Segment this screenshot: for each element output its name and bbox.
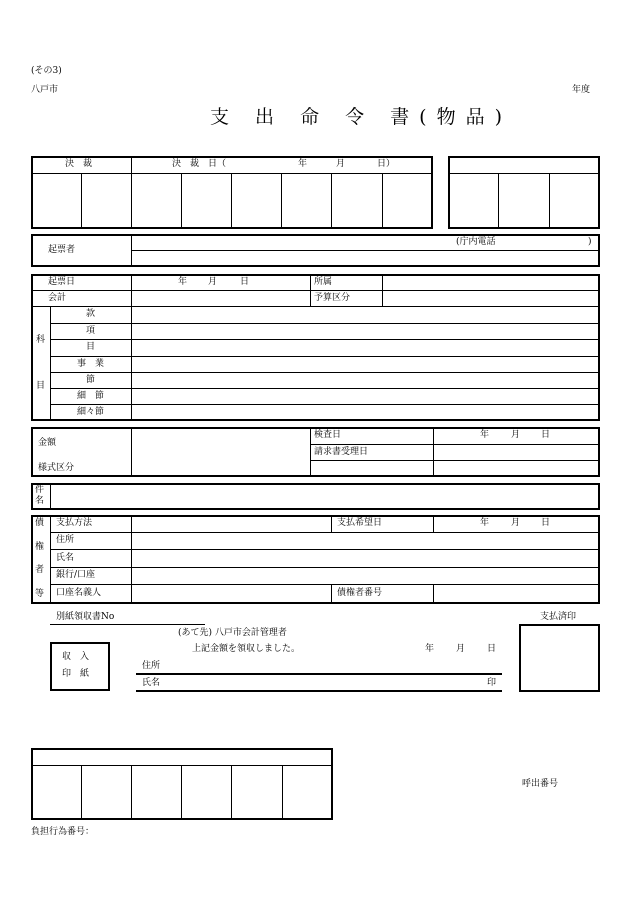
shunyu-inshi-box [50,642,110,691]
creditor-jusho-label: 住所 [56,535,75,545]
moku-label: 目 [86,342,96,352]
receipt-shimei-label: 氏名 [142,678,161,688]
kihyobi-year-label: 年 [178,277,188,287]
kibobi-day-label: 日 [541,518,551,528]
saisetsu-label: 細 節 [77,391,105,401]
kensabi-year-label: 年 [480,430,490,440]
receipt-month-label: 月 [456,644,466,654]
shozoku-label: 所属 [314,277,333,287]
creditor-side-3: 者 [35,565,45,575]
receipt-statement: 上記金額を領収しました。 [192,644,301,654]
kessai-year-label: 年 [298,159,308,169]
kibobi-month-label: 月 [511,518,521,528]
seikyusho-juribi-label: 請求書受理日 [314,447,369,457]
ginko-koza-label: 銀行/口座 [56,570,96,580]
jigyo-label: 事 業 [77,359,105,369]
shiharai-zumi-label: 支払済印 [540,612,577,622]
kensabi-day-label: 日 [541,430,551,440]
receipt-year-label: 年 [425,644,435,654]
yobidashi-bango-label: 呼出番号 [522,779,559,789]
kingaku-label: 金額 [38,438,57,448]
bottom-stamp-box [31,748,333,820]
atesaki-label: (あて先) 八戸市会計管理者 [178,628,287,638]
fiscal-year-label: 年度 [572,85,591,95]
creditor-side-1: 債 [35,518,45,528]
creditor-shimei-label: 氏名 [56,553,75,563]
form-number: (その3) [31,66,62,76]
receipt-in-label: 印 [487,678,497,688]
kensabi-label: 検査日 [314,430,342,440]
kibobi-year-label: 年 [480,518,490,528]
saisaisetsu-label: 細々節 [77,407,105,417]
yoshiki-kubun-label: 様式区分 [38,463,75,473]
saikensha-bango-label: 債権者番号 [337,588,383,598]
page-title: 支 出 命 令 書(物品) [210,106,512,128]
kessai-date-label: 決 裁 日（ [172,159,227,169]
shiharai-kibobi-label: 支払希望日 [337,518,383,528]
shiharai-zumi-stamp-box [519,624,600,692]
kenmei-box [31,483,600,510]
kessai-day-label: 日） [377,159,396,169]
shiharai-hoho-label: 支払方法 [56,518,93,528]
kessai-month-label: 月 [336,159,346,169]
phone-open-label: (庁内電話 [456,237,496,247]
kenmei-label-bottom: 名 [35,496,45,506]
setsu-label: 節 [86,375,96,385]
yosan-kubun-label: 予算区分 [314,293,351,303]
kihyobi-label: 起票日 [48,277,76,287]
approval-box-right [448,156,600,229]
futan-koui-bango-label: 負担行為番号： [31,827,95,837]
shunyu-inshi-line1: 収 入 [62,652,90,662]
receipt-day-label: 日 [487,644,497,654]
ko-label: 項 [86,326,96,336]
kenmei-label-top: 件 [35,485,45,495]
shunyu-inshi-line2: 印 紙 [62,669,90,679]
kihyobi-day-label: 日 [240,277,250,287]
koza-meigi-label: 口座名義人 [56,588,102,598]
kihyobi-month-label: 月 [208,277,218,287]
phone-close-label: ) [588,237,592,247]
kensabi-month-label: 月 [511,430,521,440]
creditor-side-4: 等 [35,589,45,599]
kamoku-label-top: 科 [36,335,46,345]
bessi-ryoshusho-label: 別紙領収書No [56,612,115,622]
kaikei-label: 会計 [48,293,67,303]
kihyosha-label: 起票者 [48,245,76,255]
kessai-label: 決 裁 [65,159,93,169]
creditor-box [31,515,600,604]
creditor-side-2: 権 [35,542,45,552]
kan-label: 款 [86,309,96,319]
receipt-jusho-label: 住所 [142,661,161,671]
kamoku-label-bottom: 目 [36,381,46,391]
city-name: 八戸市 [31,85,59,95]
